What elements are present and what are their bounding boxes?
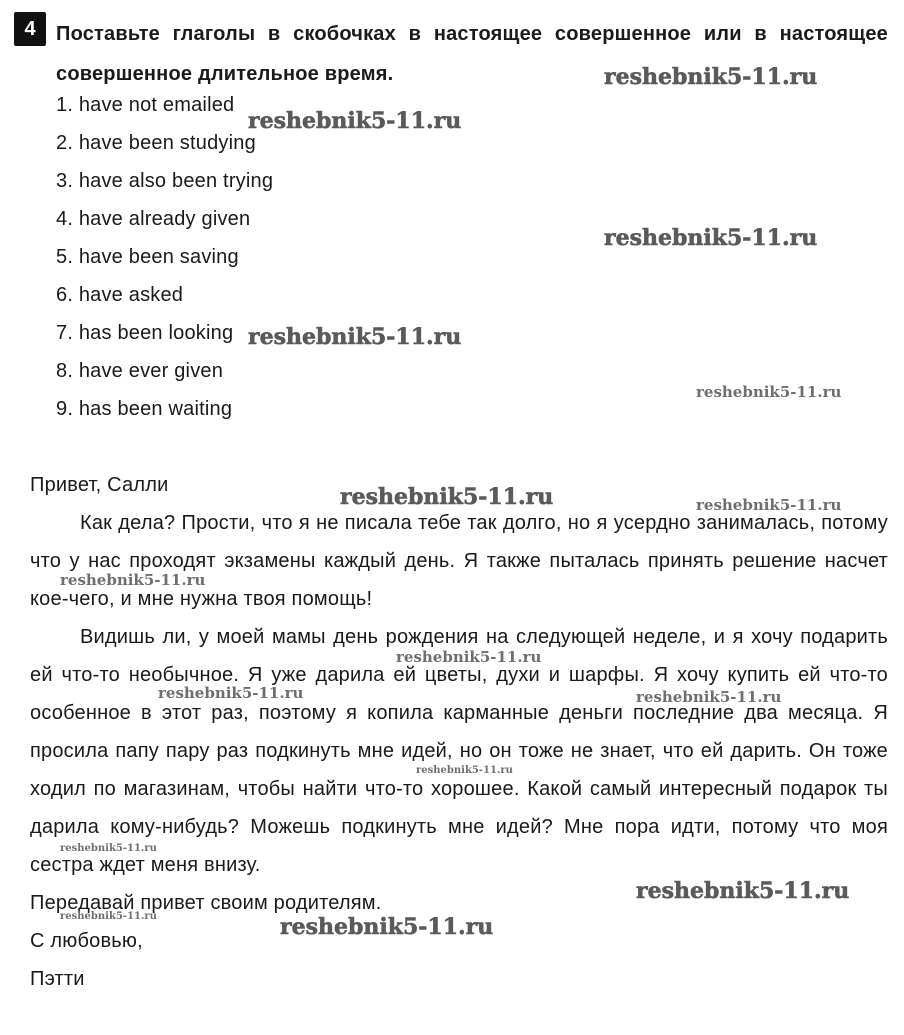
answer-list — [56, 88, 273, 430]
letter-body — [30, 466, 888, 998]
watermark: reshebnik5-11.ru — [636, 878, 850, 904]
answer-item-4: 4. have already given — [56, 208, 251, 230]
answer-item-2: 2. have been studying — [56, 132, 256, 154]
watermark: reshebnik5-11.ru — [604, 225, 818, 251]
watermark: reshebnik5-11.ru — [60, 571, 206, 589]
task-number-badge: 4 — [14, 12, 46, 46]
answer-item-9: 9. has been waiting — [56, 398, 233, 420]
watermark: reshebnik5-11.ru — [636, 688, 782, 706]
watermark: reshebnik5-11.ru — [340, 484, 554, 510]
letter-closing-line: Передавай привет своим родителям. — [30, 892, 382, 914]
watermark: reshebnik5-11.ru — [60, 911, 157, 922]
answer-item-5: 5. have been saving — [56, 246, 239, 268]
watermark: reshebnik5-11.ru — [696, 496, 842, 514]
watermark: reshebnik5-11.ru — [416, 765, 513, 776]
watermark: reshebnik5-11.ru — [248, 324, 462, 350]
watermark: reshebnik5-11.ru — [158, 684, 304, 702]
answer-item-1: 1. have not emailed — [56, 94, 235, 116]
task-instruction: Поставьте глаголы в скобочках в настоящее совершенное или в настоящее совершенное длительное время. — [56, 23, 888, 85]
answer-item-3: 3. have also been trying — [56, 170, 274, 192]
letter-greeting: Привет, Салли — [30, 474, 169, 496]
answer-item-6: 6. have asked — [56, 284, 184, 306]
answer-item-8: 8. have ever given — [56, 360, 224, 382]
letter-signoff: С любовью, — [30, 930, 143, 952]
letter-paragraph-1: Как дела? Прости, что я не писала тебе так долго, но я усердно занималась, потому что у нас проходят экзамены каждый день. Я также пыталась принять решение насчет кое-чего, и мне нужна твоя помощь! — [30, 512, 888, 610]
letter-signature: Пэтти — [30, 968, 85, 990]
watermark: reshebnik5-11.ru — [248, 108, 462, 134]
watermark: reshebnik5-11.ru — [604, 64, 818, 90]
watermark: reshebnik5-11.ru — [396, 648, 542, 666]
letter-paragraph-2: Видишь ли, у моей мамы день рождения на следующей неделе, и я хочу подарить ей что-то необычное. Я уже дарила ей цветы, духи и шарфы. Я хочу купить ей что-то особенное в этот раз, поэтому я копила карманные деньги последние два месяца. Я просила папу пару раз подкинуть мне идей, но он тоже не знает, что ей дарить. Он тоже ходил по магазинам, чтобы найти что-то хорошее. Какой самый интересный подарок ты дарила кому-нибудь? Можешь подкинуть мне идей? Мне пора идти, потому что моя сестра ждет меня внизу. — [30, 626, 888, 876]
answer-item-7: 7. has been looking — [56, 322, 234, 344]
watermark: reshebnik5-11.ru — [60, 843, 157, 854]
watermark: reshebnik5-11.ru — [696, 383, 842, 401]
watermark: reshebnik5-11.ru — [280, 914, 494, 940]
